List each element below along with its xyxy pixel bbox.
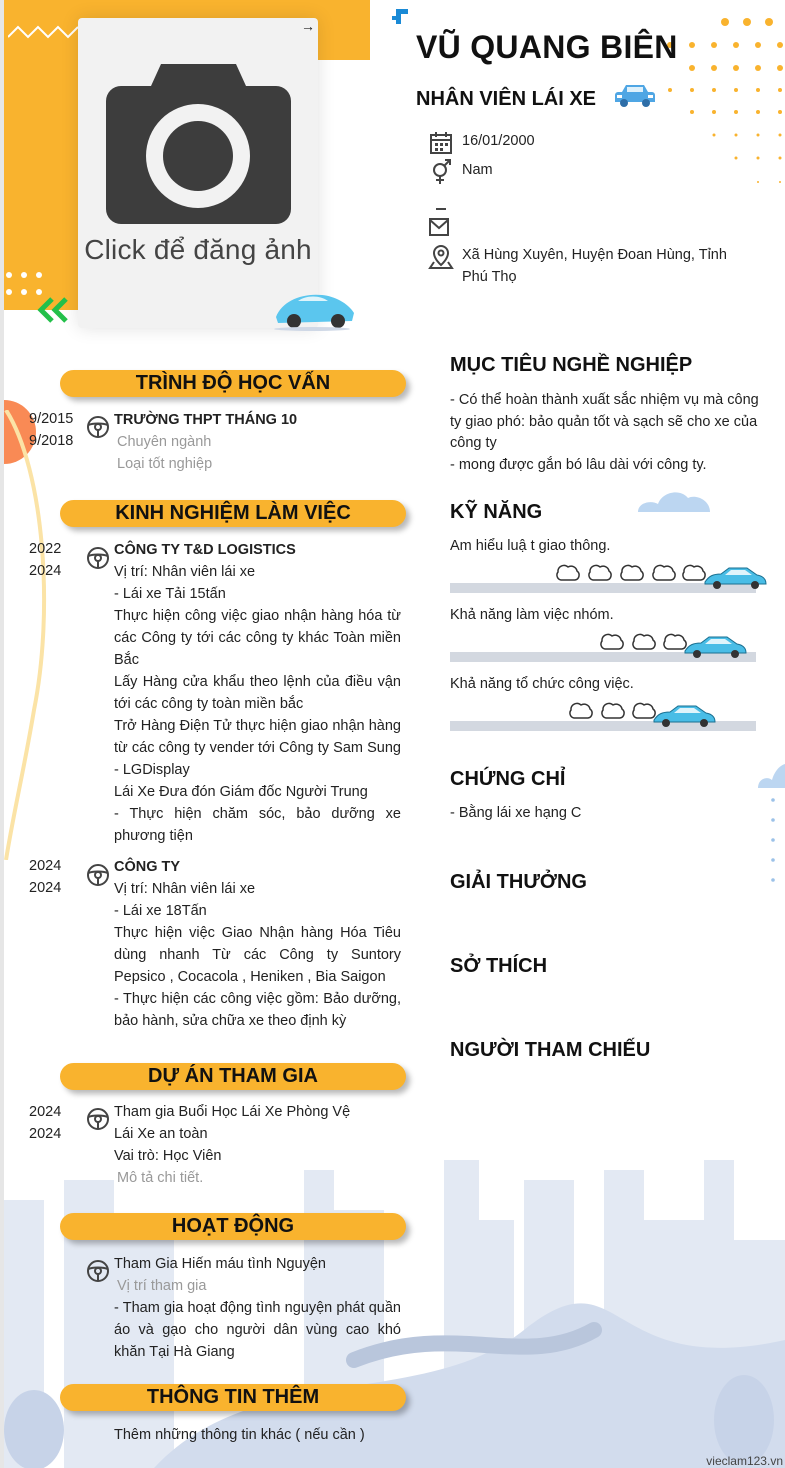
- birthday-row: [428, 130, 535, 156]
- cloud-decoration: [756, 758, 785, 898]
- watermark: vieclam123.vn: [706, 1454, 783, 1468]
- zigzag-decoration: [8, 22, 78, 42]
- activity-name: Tham Gia Hiến máu tình Nguyện: [114, 1256, 326, 1272]
- school-name: TRƯỜNG THPT THÁNG 10: [114, 412, 298, 428]
- sports-car-icon: [272, 283, 356, 331]
- project-name: Tham gia Buổi Học Lái Xe Phòng Vệ: [114, 1104, 351, 1120]
- activity-description: - Tham gia hoạt động tình nguyện phát quần áo và gạo cho người dân vùng cao khó khăn Tại Hà Giang: [114, 1300, 401, 1360]
- project-line: Lái Xe an toàn: [114, 1126, 208, 1142]
- project-description: Mô tả chi tiết.: [117, 1170, 204, 1186]
- major: Chuyên ngành: [117, 434, 212, 450]
- exp1-date-end: 2024: [29, 563, 62, 579]
- steering-wheel-icon: [86, 1107, 110, 1131]
- exp-line: Vị trí: Nhân viên lái xe: [114, 564, 256, 580]
- chevron-left-icon: [36, 296, 70, 324]
- exp-line: - Thực hiện chăm sóc, bảo dưỡng xe phương tiện: [114, 806, 401, 844]
- address-value: Xã Hùng Xuyên, Huyện Đoan Hùng, Tỉnh Phú Thọ: [462, 247, 727, 285]
- birthday-value: 16/01/2000: [462, 133, 535, 149]
- photo-upload-label: Click để đăng ảnh: [84, 234, 312, 265]
- objective-line: - mong được gắn bó lâu dài với công ty.: [450, 456, 707, 473]
- experience-entry-1: [114, 539, 401, 847]
- edu-date-start: 9/2015: [29, 411, 74, 427]
- project-role: Vai trò: Học Viên: [114, 1148, 222, 1164]
- gender-icon: [428, 159, 454, 185]
- exp2-date-end: 2024: [29, 880, 62, 896]
- steering-wheel-icon: [86, 415, 110, 439]
- projects-heading: DỰ ÁN THAM GIA: [60, 1063, 406, 1090]
- education-entry: [114, 409, 401, 475]
- location-icon: [428, 244, 454, 270]
- candidate-name: VŨ QUANG BIÊN: [416, 29, 678, 65]
- exp-line: Trở Hàng Điện Tử thực hiện giao nhận hàng từ các công ty vender tới Công ty Sam Sung - LGDisplay: [114, 718, 401, 778]
- exp-line: - Thực hiện các công việc gồm: Bảo dưỡng, bảo hành, sửa chữa xe theo định kỳ: [114, 991, 401, 1029]
- objective-line: - Có thể hoàn thành xuất sắc nhiệm vụ mà công ty giao phó: bảo quản tốt và sạch sẽ cho xe của công ty: [450, 392, 759, 451]
- extra-info-heading: THÔNG TIN THÊM: [60, 1384, 406, 1411]
- certificate-text: - Bằng lái xe hạng C: [450, 805, 582, 821]
- skills-heading: KỸ NĂNG: [450, 501, 543, 523]
- experience-heading: KINH NGHIỆM LÀM VIỆC: [60, 500, 406, 527]
- email-icon: [428, 214, 454, 240]
- experience-entry-2: [114, 856, 401, 1032]
- steering-wheel-icon: [86, 1259, 110, 1283]
- exp-line: Lấy Hàng cửa khẩu theo lệnh của điều vận tới các công ty toàn miền bắc: [114, 674, 401, 712]
- exp-line: - Lái xe 18Tấn: [114, 903, 207, 919]
- skill-label: Am hiểu luậ t giao thông.: [450, 538, 611, 554]
- gender-row: [428, 159, 493, 185]
- address-row: [428, 244, 752, 288]
- car-icon: [614, 82, 656, 110]
- skill-label: Khả năng làm việc nhóm.: [450, 607, 614, 623]
- activity-position: Vị trí tham gia: [117, 1278, 207, 1294]
- email-row: [428, 214, 462, 240]
- calendar-icon: [428, 130, 454, 156]
- curve-decoration: [4, 410, 54, 860]
- exp-line: Thực hiện việc Giao Nhận hàng Hóa Tiêu dùng nhanh Từ các Công ty Suntory Pepsico , Cocacola , Heniken , Bia Saigon: [114, 925, 401, 985]
- skill-label: Khả năng tổ chức công việc.: [450, 676, 634, 692]
- job-title: NHÂN VIÊN LÁI XE: [416, 88, 597, 110]
- education-heading: TRÌNH ĐỘ HỌC VẤN: [60, 370, 406, 397]
- exp-line: Vị trí: Nhân viên lái xe: [114, 881, 256, 897]
- proj-date-end: 2024: [29, 1126, 62, 1142]
- exp-line: - Lái xe Tải 15tấn: [114, 586, 226, 602]
- cloud-decoration: [634, 484, 714, 514]
- exp2-date-start: 2024: [29, 858, 62, 874]
- camera-icon: [106, 64, 291, 224]
- edu-date-end: 9/2018: [29, 433, 74, 449]
- skill-car-2: [597, 627, 749, 661]
- exp-line: Thực hiện công việc giao nhận hàng hóa từ các Công ty tới các công ty khác Toàn miền Bắc: [114, 608, 401, 668]
- activity-entry: [114, 1253, 401, 1363]
- logo-icon: [392, 8, 410, 26]
- graduation-grade: Loại tốt nghiệp: [117, 456, 213, 472]
- certificates-heading: CHỨNG CHỈ: [450, 768, 566, 790]
- company-name: CÔNG TY: [114, 859, 181, 875]
- proj-date-start: 2024: [29, 1104, 62, 1120]
- steering-wheel-icon: [86, 863, 110, 887]
- awards-heading: GIẢI THƯỞNG: [450, 871, 587, 893]
- references-heading: NGƯỜI THAM CHIẾU: [450, 1039, 651, 1061]
- gender-value: Nam: [462, 162, 493, 178]
- activities-heading: HOẠT ĐỘNG: [60, 1213, 406, 1240]
- arrow-right-icon: →: [301, 18, 315, 34]
- steering-wheel-icon: [86, 546, 110, 570]
- avatar-upload[interactable]: [78, 18, 318, 328]
- exp1-date-start: 2022: [29, 541, 62, 557]
- company-name: CÔNG TY T&D LOGISTICS: [114, 542, 296, 558]
- extra-info-text: Thêm những thông tin khác ( nếu cần ): [114, 1427, 365, 1443]
- skill-car-1: [553, 558, 768, 592]
- hobbies-heading: SỞ THÍCH: [450, 955, 548, 977]
- project-entry: [114, 1101, 401, 1189]
- objective-text: [450, 390, 760, 476]
- exp-line: Lái Xe Đưa đón Giám đốc Người Trung: [114, 784, 368, 800]
- skill-car-3: [566, 696, 718, 730]
- objective-heading: MỤC TIÊU NGHỀ NGHIỆP: [450, 354, 693, 376]
